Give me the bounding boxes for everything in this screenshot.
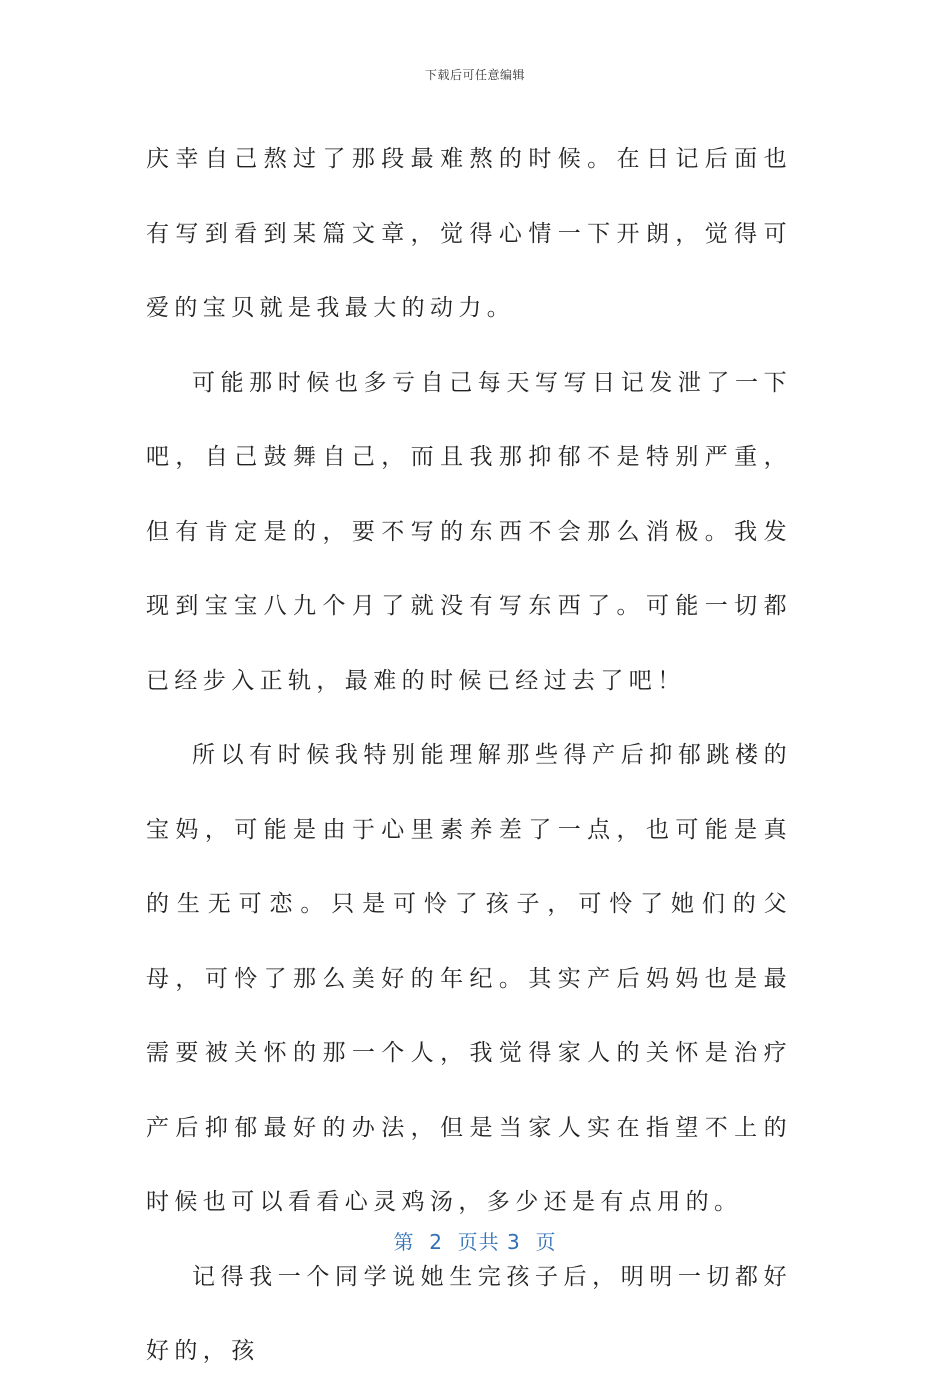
document-body — [146, 122, 792, 1389]
paragraph-3: 所以有时候我特别能理解那些得产后抑郁跳楼的宝妈，可能是由于心里素养差了一点，也可能是真的生无可恋。只是可怜了孩子，可怜了她们的父母，可怜了那么美好的年纪。其实产后妈妈也是最需要被关怀的那一个人，我觉得家人的关怀是治疗产后抑郁最好的办法，但是当家人实在指望不上的时候也可以看看心灵鸡汤，多少还是有点用的。 — [146, 742, 792, 1215]
paragraph-4: 记得我一个同学说她生完孩子后，明明一切都好好的，孩 — [146, 1263, 792, 1364]
paragraph-2: 可能那时候也多亏自己每天写写日记发泄了一下吧，自己鼓舞自己，而且我那抑郁不是特别严重，但有肯定是的，要不写的东西不会那么消极。我发现到宝宝八九个月了就没有写东西了。可能一切都已经步入正轨，最难的时候已经过去了吧！ — [146, 369, 792, 694]
page-number-footer: 第 2 页共 3 页 — [393, 1230, 557, 1254]
paragraph-1: 庆幸自己熬过了那段最难熬的时候。在日记后面也有写到看到某篇文章，觉得心情一下开朗，觉得可爱的宝贝就是我最大的动力。 — [146, 146, 792, 321]
page-header: 下载后可任意编辑 — [424, 68, 525, 82]
